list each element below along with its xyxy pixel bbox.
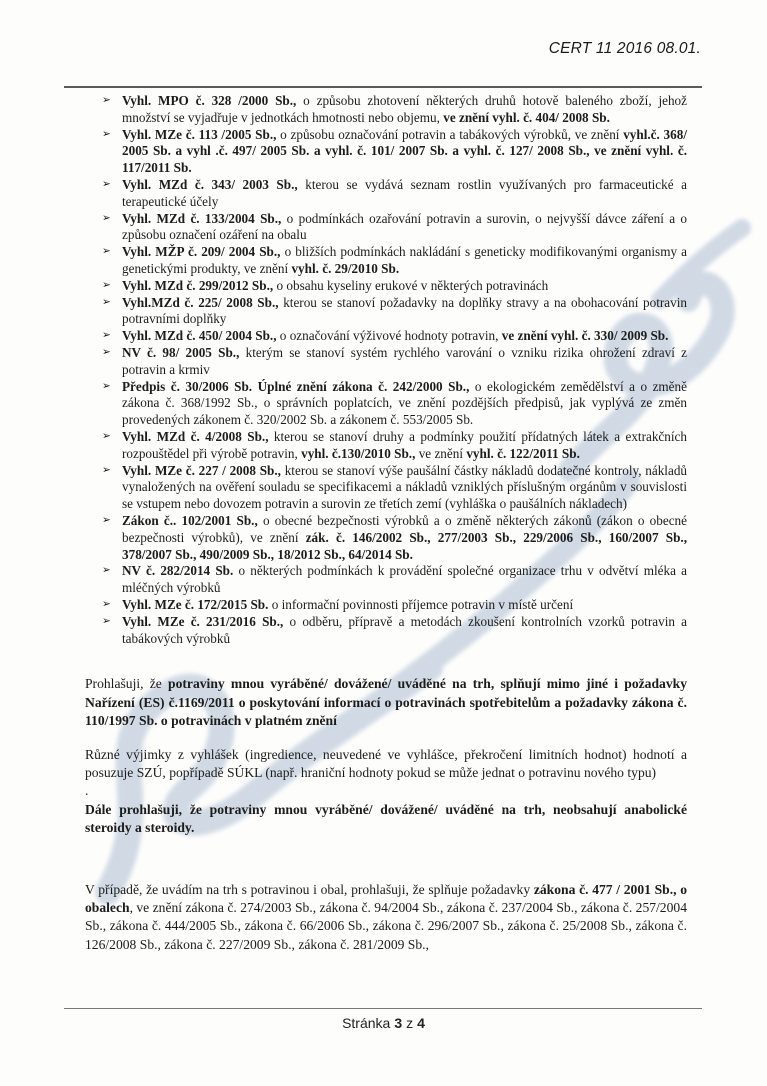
regulation-text [122, 278, 687, 295]
regulation-item [85, 463, 687, 513]
arrow-bullet-icon: ➢ [102, 565, 111, 577]
page-footer [0, 1015, 767, 1031]
text-segment: o některých podmínkách k provádění společné organizace trhu v odvětví mléka a mléčných výrobků [122, 563, 687, 596]
regulation-item [85, 127, 687, 177]
text-segment-bold: Vyhl.MZd č. 225/ 2008 Sb., [122, 294, 279, 310]
text-segment: kterou se stanoví výše paušální částky nákladů dodatečné kontroly, nákladů vynaložených na ověření souladu se specifikacemi a nákladů vzniklých příslušným orgánům v souvislosti se vstupem nebo dovozem potravin a surovin ze třetích zemí (vyhláška o paušálních nákladech) [122, 462, 688, 512]
text-segment-bold: zák. č. 146/2002 Sb., 277/2003 Sb., 229/2006 Sb., 160/2007 Sb., 378/2007 Sb., 490/2009 Sb., 18/2012 Sb., 64/2014 Sb. [122, 529, 687, 562]
text-segment: o obsahu kyseliny erukové v některých potravinách [273, 277, 549, 293]
text-segment: Různé výjimky z vyhlášek (ingredience, neuvedené ve vyhlášce, překročení limitních hodnot) hodnotí a posuzuje SZÚ, popřípadě SÚKL (např. hraniční hodnoty pokud se může jednat o potravinu nového typu) [85, 746, 687, 781]
arrow-bullet-icon: ➢ [102, 296, 111, 308]
regulation-item [85, 379, 687, 429]
text-segment: kterou se vydává seznam rostlin využívaných pro farmaceutické a terapeutické účely [122, 176, 687, 209]
regulation-text [122, 563, 687, 597]
regulation-text [122, 614, 687, 648]
regulation-item [85, 614, 687, 648]
text-segment-bold: Vyhl. MZe č. 113 /2005 Sb., [122, 126, 277, 142]
regulation-item [85, 328, 687, 345]
regulation-item [85, 211, 687, 245]
arrow-bullet-icon: ➢ [102, 514, 111, 526]
text-segment: Prohlašuji, že [85, 676, 169, 692]
arrow-bullet-icon: ➢ [102, 615, 111, 627]
text-segment: o odběru, přípravě a metodách zkoušení kontrolních vzorků potravin a tabákových výrobků [122, 613, 687, 646]
regulation-item [85, 345, 687, 379]
regulation-item [85, 429, 687, 463]
regulation-item [85, 278, 687, 295]
footer-page-number: 3 [394, 1015, 403, 1031]
text-segment-bold: vyhl. č.130/2010 Sb., [301, 445, 416, 461]
arrow-bullet-icon: ➢ [102, 464, 111, 476]
text-segment-bold: potraviny mnou vyráběné/ dovážené/ uváděné na trh, splňují mimo jiné i požadavky Nařízení (ES) č.1169/2011 o poskytování informací o potravinách spotřebitelům a požadavky zákona č. 110/1997 Sb. o potravinách v platném znění [85, 676, 687, 728]
text-segment: o označování výživové hodnoty potravin, [276, 328, 502, 344]
regulation-item [85, 244, 687, 278]
arrow-bullet-icon: ➢ [102, 128, 111, 140]
arrow-bullet-icon: ➢ [102, 430, 111, 442]
regulation-text [122, 211, 687, 245]
arrow-bullet-icon: ➢ [102, 279, 111, 291]
text-segment: kterou se stanoví druhy a podmínky použití přídatných látek a extrakčních rozpouštědel při výrobě potravin, [122, 428, 687, 461]
arrow-bullet-icon: ➢ [102, 246, 111, 258]
paragraph-declaration-no-steroids [85, 801, 687, 837]
text-segment: , ve znění zákona č. 274/2003 Sb., zákona č. 94/2004 Sb., zákona č. 237/2004 Sb., zákona č. 257/2004 Sb., zákona č. 444/2005 Sb., zákona č. 66/2006 Sb., zákona č. 296/2007 Sb., zákona č. 25/2008 Sb., zákona č. 126/2008 Sb., zákona č. 227/2009 Sb., zákona č. 281/2009 Sb., [85, 900, 687, 952]
text-segment-bold: Vyhl. MZd č. 450/ 2004 Sb., [122, 328, 277, 344]
regulation-text [122, 328, 687, 345]
text-segment: ve znění [415, 445, 467, 461]
text-segment: o ekologickém zemědělství a o změně zákona č. 368/1992 Sb., o správních poplatcích, ve znění pozdějších předpisů, jak vyplývá ze změn provedených zákonem č. 320/2002 Sb. a zákonem č. 553/2005 Sb. [122, 378, 687, 428]
text-segment-bold: Vyhl. MZd č. 133/2004 Sb., [122, 210, 282, 226]
text-segment-bold: ve znění vyhl. č. 330/ 2009 Sb. [501, 328, 669, 344]
text-segment: o způsobu zhotovení některých druhů hotově baleného zboží, jehož množství se vyjadřuje v jednotkách hmotnosti nebo objemu, [122, 93, 687, 125]
text-segment-bold: vyhl. č. 122/2011 Sb. [466, 445, 580, 461]
regulation-text [122, 463, 687, 513]
regulation-text [122, 379, 687, 429]
text-segment-bold: Vyhl. MZd č. 4/2008 Sb., [122, 428, 269, 444]
text-segment-bold: Vyhl. MZe č. 227 / 2008 Sb., [122, 462, 281, 478]
document-code: CERT 11 2016 08.01. [548, 40, 701, 57]
paragraph-stray-period [85, 782, 687, 800]
text-segment: kterou se stanoví požadavky na doplňky stravy a na obohacování potravin potravními doplňky [122, 294, 687, 327]
regulation-item [85, 563, 687, 597]
regulation-text [122, 244, 687, 278]
regulation-text [122, 345, 687, 379]
regulation-item [85, 93, 687, 127]
text-segment-bold: zákona č. 477 / 2001 Sb., o obalech [85, 881, 687, 916]
text-segment-bold: ve znění vyhl. č. 404/ 2008 Sb. [443, 109, 610, 125]
arrow-bullet-icon: ➢ [102, 95, 111, 106]
regulation-item [85, 597, 687, 614]
text-segment: o bližších podmínkách nakládání s geneticky modifikovanými organismy a genetickými produkty, ve znění [122, 244, 687, 276]
arrow-bullet-icon: ➢ [102, 330, 111, 342]
text-segment-bold: NV č. 98/ 2005 Sb., [122, 344, 240, 360]
regulation-list [85, 93, 687, 647]
header-divider [64, 86, 702, 88]
regulation-item [85, 295, 687, 329]
arrow-bullet-icon: ➢ [102, 178, 111, 190]
arrow-bullet-icon: ➢ [102, 598, 111, 610]
footer-page-label: Stránka [342, 1015, 391, 1031]
text-segment-bold: vyhl. č. 29/2010 Sb. [291, 260, 400, 276]
regulation-text [122, 295, 687, 329]
footer-divider [64, 1008, 702, 1009]
text-segment: o podmínkách ozařování potravin a surovin, o nejvyšší dávce záření a o způsobu označení ozáření na obalu [122, 210, 687, 243]
text-segment: V případě, že uvádím na trh s potravinou i obal, prohlašuji, že splňuje požadavky [85, 881, 534, 897]
text-segment: o obecné bezpečnosti výrobků a o změně některých zákonů (zákon o obecné bezpečnosti výrobků), ve znění [122, 512, 687, 545]
text-segment-bold: Vyhl. MPO č. 328 /2000 Sb., [122, 93, 297, 108]
text-segment: . [85, 783, 89, 799]
text-segment-bold: vyhl.č. 368/ 2005 Sb. a vyhl .č. 497/ 2005 Sb. a vyhl. č. 101/ 2007 Sb. a vyhl. č. 127/ 2008 Sb., ve znění vyhl. č. 117/2011 Sb. [122, 126, 687, 176]
text-segment-bold: Vyhl. MZd č. 343/ 2003 Sb., [122, 176, 298, 192]
declaration-paragraphs [85, 675, 687, 953]
text-segment-bold: Vyhl. MZe č. 172/2015 Sb. [122, 596, 269, 612]
regulation-text [122, 597, 687, 614]
regulation-text [122, 93, 687, 127]
arrow-bullet-icon: ➢ [102, 212, 111, 224]
regulation-text [122, 429, 687, 463]
text-segment-bold: Vyhl. MZd č. 299/2012 Sb., [122, 277, 274, 293]
text-segment: o způsobu označování potravin a tabákových výrobků, ve znění [276, 126, 624, 142]
text-segment-bold: Vyhl. MŽP č. 209/ 2004 Sb., [122, 244, 281, 260]
paragraph-note-exceptions [85, 746, 687, 782]
regulation-item [85, 513, 687, 563]
text-segment-bold: Dále prohlašuji, že potraviny mnou vyráběné/ dovážené/ uváděné na trh, neobsahují anabolické steroidy a steroidy. [85, 801, 687, 835]
regulation-text [122, 513, 687, 563]
regulation-item [85, 177, 687, 211]
text-segment-bold: Zákon č.. 102/2001 Sb., [122, 512, 258, 528]
text-segment: o informační povinnosti příjemce potravin v místě určení [268, 596, 574, 612]
regulation-text [122, 177, 687, 211]
text-segment-bold: NV č. 282/2014 Sb. [122, 563, 234, 579]
footer-page-total: 4 [417, 1015, 425, 1031]
arrow-bullet-icon: ➢ [102, 380, 111, 392]
text-segment: kterým se stanoví systém rychlého varování o vzniku rizika ohrožení zdraví z potravin a krmiv [122, 344, 687, 377]
footer-page-separator: z [406, 1015, 414, 1031]
text-segment-bold: Předpis č. 30/2006 Sb. Úplné znění zákona č. 242/2000 Sb., [122, 378, 470, 394]
arrow-bullet-icon: ➢ [102, 346, 111, 358]
text-segment-bold: Vyhl. MZe č. 231/2016 Sb., [122, 613, 284, 629]
document-content [85, 93, 687, 954]
regulation-text [122, 127, 687, 177]
paragraph-declaration-foods-compliance [85, 675, 687, 730]
paragraph-declaration-packaging [85, 881, 687, 954]
